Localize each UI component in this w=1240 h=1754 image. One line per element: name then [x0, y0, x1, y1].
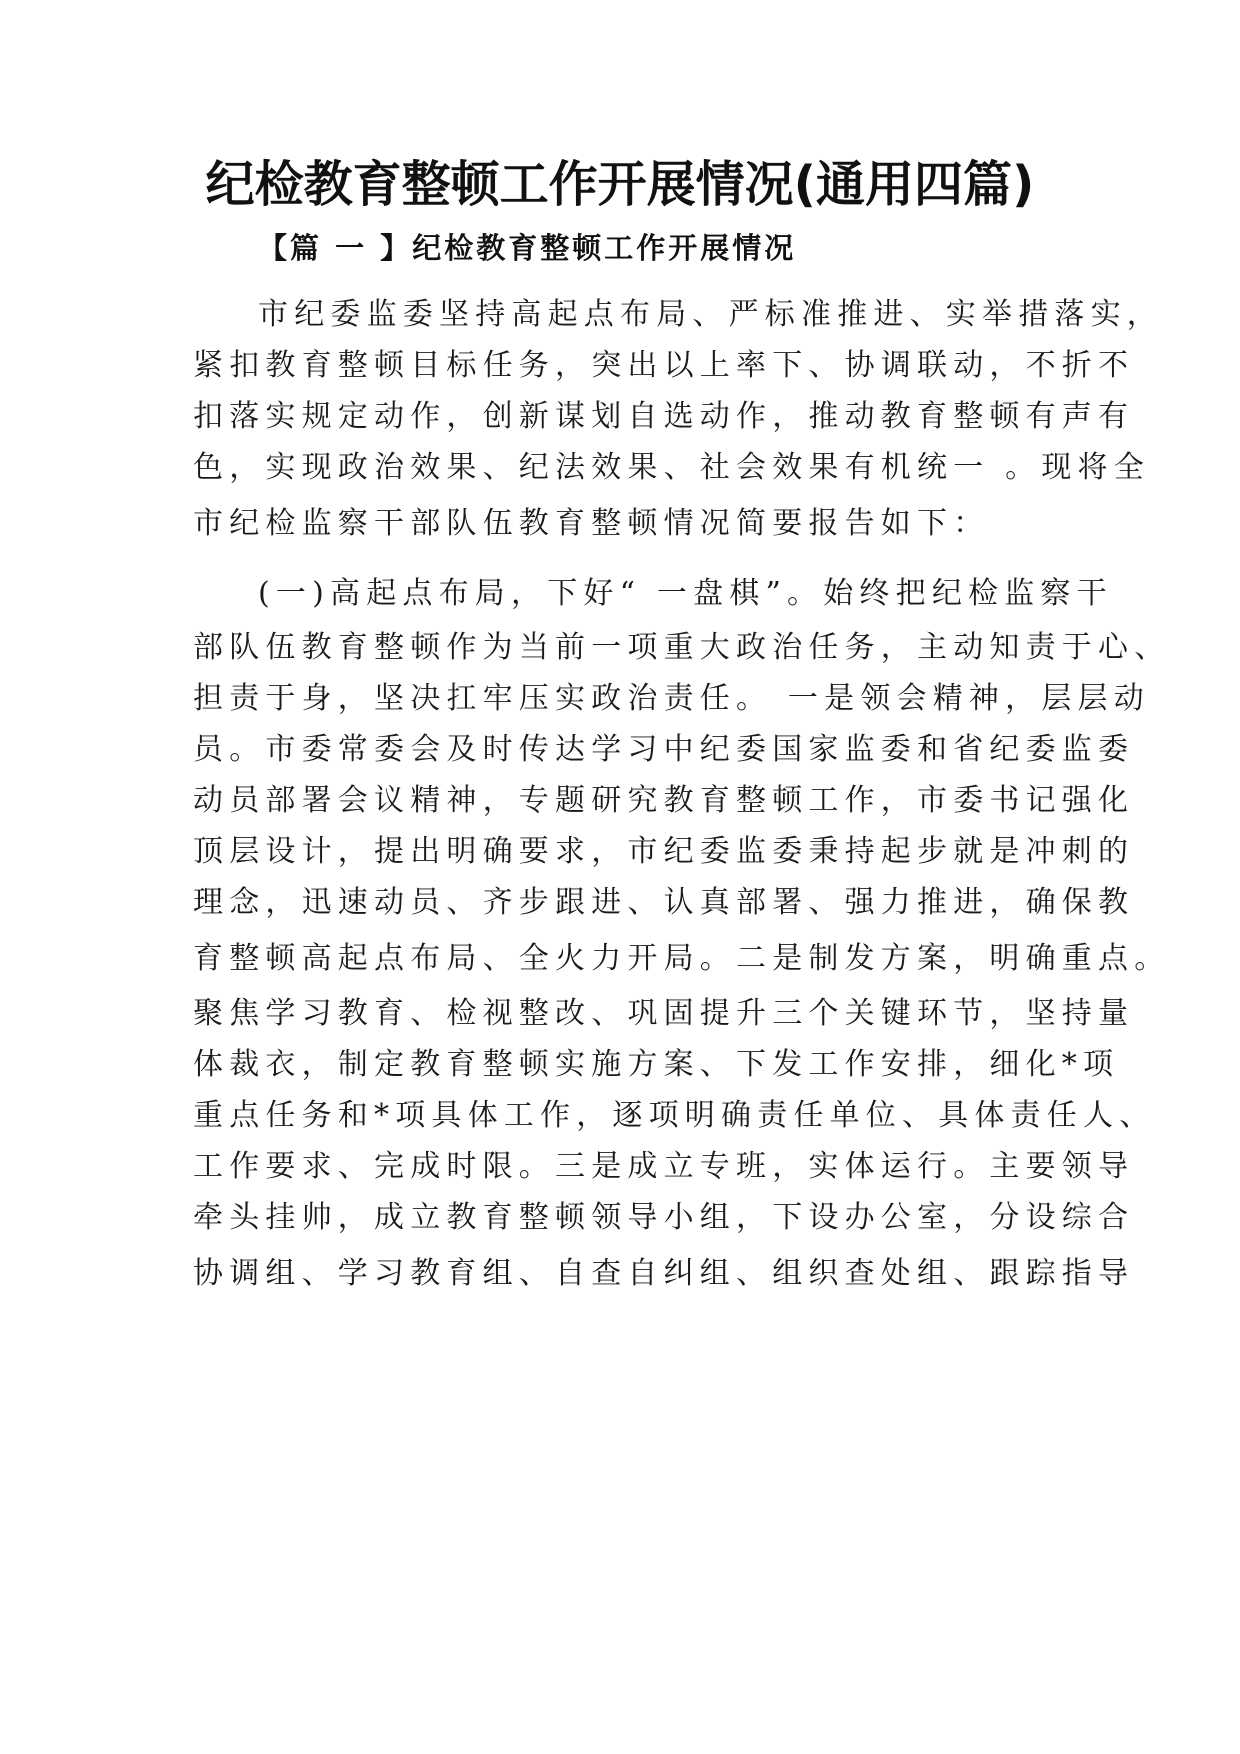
paragraph-line: 色，实现政治效果、纪法效果、社会效果有机统一 。现将全 — [193, 450, 1150, 485]
paragraph-line: 紧扣教育整顿目标任务，突出以上率下、协调联动，不折不 — [193, 348, 1135, 383]
paragraph-line: 重点任务和*项具体工作，逐项明确责任单位、具体责任人、 — [193, 1098, 1156, 1133]
paragraph-line: 员。市委常委会及时传达学习中纪委国家监委和省纪委监委 — [193, 732, 1135, 767]
paragraph-line: 牵头挂帅，成立教育整顿领导小组，下设办公室，分设综合 — [193, 1200, 1135, 1235]
paragraph-line: 体裁衣，制定教育整顿实施方案、下发工作安排，细化*项 — [193, 1047, 1120, 1082]
document-title: 纪检教育整顿工作开展情况(通用四篇) — [205, 156, 1035, 213]
paragraph-line: 部队伍教育整顿作为当前一项重大政治任务，主动知责于心、 — [193, 630, 1171, 665]
paragraph-line: 顶层设计，提出明确要求，市纪委监委秉持起步就是冲刺的 — [193, 834, 1135, 869]
section-marker: 【篇 一 】 — [258, 231, 413, 265]
section-heading — [258, 225, 796, 271]
paragraph-line: 担责于身，坚决扛牢压实政治责任。 一是领会精神，层层动 — [193, 681, 1150, 716]
paragraph-line: 协调组、学习教育组、自查自纠组、组织查处组、跟踪指导 — [193, 1256, 1135, 1291]
paragraph-line: 扣落实规定动作，创新谋划自选动作，推动教育整顿有声有 — [193, 399, 1135, 434]
paragraph-line: 理念，迅速动员、齐步跟进、认真部署、强力推进，确保教 — [193, 885, 1135, 920]
paragraph-line: (一)高起点布局，下好“ 一盘棋”。始终把纪检监察干 — [258, 576, 1113, 611]
paragraph-line: 聚焦学习教育、检视整改、巩固提升三个关键环节，坚持量 — [193, 996, 1135, 1031]
paragraph-line: 市纪检监察干部队伍教育整顿情况简要报告如下： — [193, 506, 990, 541]
paragraph-line: 育整顿高起点布局、全火力开局。二是制发方案，明确重点。 — [193, 941, 1171, 976]
paragraph-line: 工作要求、完成时限。三是成立专班，实体运行。主要领导 — [193, 1149, 1135, 1184]
paragraph-line: 市纪委监委坚持高起点布局、严标准推进、实举措落实， — [258, 297, 1163, 332]
paragraph-line: 动员部署会议精神，专题研究教育整顿工作，市委书记强化 — [193, 783, 1135, 818]
section-heading-text: 纪检教育整顿工作开展情况 — [412, 231, 797, 265]
